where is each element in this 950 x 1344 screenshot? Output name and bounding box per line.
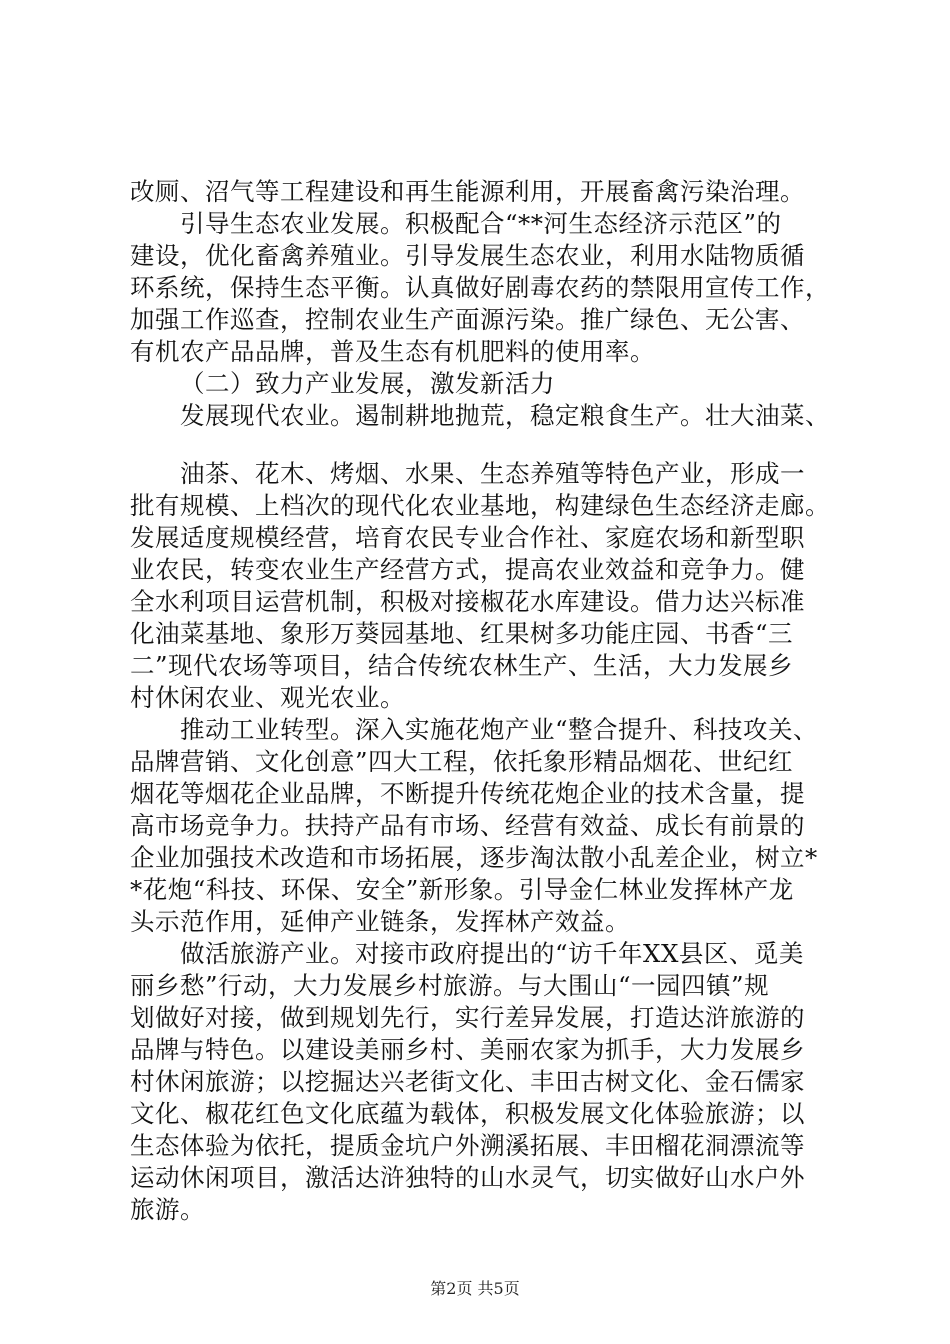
section-heading: （二）致力产业发展，激发新活力 xyxy=(180,369,555,398)
paragraph-line: 企业加强技术改造和市场拓展，逐步淘汰散小乱差企业，树立* xyxy=(130,843,818,872)
paragraph-line: 做活旅游产业。对接市政府提出的“访千年XX县区、觅美 xyxy=(180,939,804,968)
paragraph-line: 批有规模、上档次的现代化农业基地，构建绿色生态经济走廊。 xyxy=(130,491,830,520)
paragraph-line: 品牌营销、文化创意”四大工程，依托象形精品烟花、世纪红 xyxy=(130,747,794,776)
paragraph-line: 二”现代农场等项目，结合传统农林生产、生活，大力发展乡 xyxy=(130,651,794,680)
paragraph-line: 划做好对接，做到规划先行，实行差异发展，打造达浒旅游的 xyxy=(130,1003,805,1032)
paragraph-line: 业农民，转变农业生产经营方式，提高农业效益和竞争力。健 xyxy=(130,555,805,584)
paragraph-line: 村休闲旅游；以挖掘达兴老街文化、丰田古树文化、金石儒家 xyxy=(130,1067,805,1096)
paragraph-line: 文化、椒花红色文化底蕴为载体，积极发展文化体验旅游；以 xyxy=(130,1099,805,1128)
paragraph-line: 烟花等烟花企业品牌，不断提升传统花炮企业的技术含量，提 xyxy=(130,779,805,808)
paragraph-line: 全水利项目运营机制，积极对接椒花水库建设。借力达兴标准 xyxy=(130,587,805,616)
paragraph-line: 改厕、沼气等工程建设和再生能源利用，开展畜禽污染治理。 xyxy=(130,177,805,206)
paragraph-line: 旅游。 xyxy=(130,1195,205,1224)
paragraph-line: 有机农产品品牌，普及生态有机肥料的使用率。 xyxy=(130,337,655,366)
paragraph-line: 环系统，保持生态平衡。认真做好剧毒农药的禁限用宣传工作， xyxy=(130,273,830,302)
paragraph-line: 运动休闲项目，激活达浒独特的山水灵气，切实做好山水户外 xyxy=(130,1163,805,1192)
paragraph-line: 化油菜基地、象形万葵园基地、红果树多功能庄园、书香“三 xyxy=(130,619,794,648)
paragraph-line: 村休闲农业、观光农业。 xyxy=(130,683,405,712)
paragraph-line: 品牌与特色。以建设美丽乡村、美丽农家为抓手，大力发展乡 xyxy=(130,1035,805,1064)
paragraph-line: 引导生态农业发展。积极配合“**河生态经济示范区”的 xyxy=(180,209,782,238)
page-number-footer: 第2页 共5页 xyxy=(430,1279,520,1298)
paragraph-line: 发展现代农业。遏制耕地抛荒，稳定粮食生产。壮大油菜、 xyxy=(180,401,830,430)
paragraph-line: 推动工业转型。深入实施花炮产业“整合提升、科技攻关、 xyxy=(180,715,819,744)
paragraph-line: 加强工作巡查，控制农业生产面源污染。推广绿色、无公害、 xyxy=(130,305,805,334)
paragraph-line: *花炮“科技、环保、安全”新形象。引导金仁林业发挥林产龙 xyxy=(130,875,794,904)
paragraph-line: 头示范作用，延伸产业链条，发挥林产效益。 xyxy=(130,907,630,936)
paragraph-line: 生态体验为依托，提质金坑户外溯溪拓展、丰田榴花洞漂流等 xyxy=(130,1131,805,1160)
paragraph-line: 建设，优化畜禽养殖业。引导发展生态农业，利用水陆物质循 xyxy=(130,241,805,270)
paragraph-line: 丽乡愁”行动，大力发展乡村旅游。与大围山“一园四镇”规 xyxy=(130,971,770,1000)
paragraph-line: 油茶、花木、烤烟、水果、生态养殖等特色产业，形成一 xyxy=(180,459,805,488)
paragraph-line: 发展适度规模经营，培育农民专业合作社、家庭农场和新型职 xyxy=(130,523,805,552)
paragraph-line: 高市场竞争力。扶持产品有市场、经营有效益、成长有前景的 xyxy=(130,811,805,840)
